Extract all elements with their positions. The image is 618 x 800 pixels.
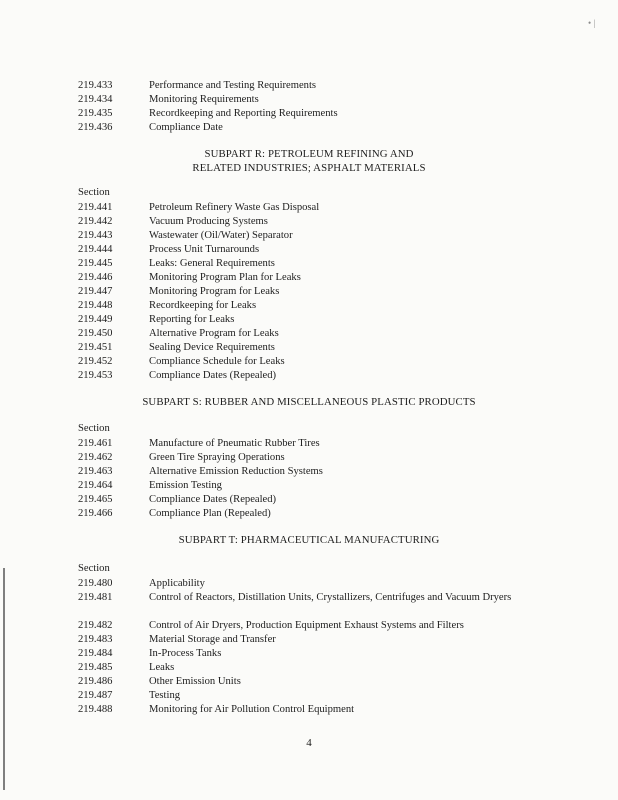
section-title: Material Storage and Transfer xyxy=(149,634,276,645)
section-number: 219.466 xyxy=(78,508,113,519)
section-title: Compliance Dates (Repealed) xyxy=(149,370,277,381)
section-title: Sealing Device Requirements xyxy=(149,342,275,353)
section-number: 219.442 xyxy=(78,216,113,227)
section-title: Leaks: General Requirements xyxy=(149,258,275,269)
section-number: 219.449 xyxy=(78,314,113,325)
section-label: Section xyxy=(78,187,110,198)
section-number: 219.435 xyxy=(78,108,113,119)
section-number: 219.486 xyxy=(78,676,113,687)
section-title: Compliance Date xyxy=(149,122,223,133)
section-title: Monitoring for Air Pollution Control Equipment xyxy=(149,704,355,715)
subpart-s-heading: SUBPART S: RUBBER AND MISCELLANEOUS PLASTIC PRODUCTS xyxy=(142,396,476,408)
subpart-r-heading-line1: SUBPART R: PETROLEUM REFINING AND xyxy=(204,148,414,160)
section-number: 219.461 xyxy=(78,438,113,449)
section-number: 219.485 xyxy=(78,662,113,673)
section-number: 219.448 xyxy=(78,300,113,311)
section-title: Emission Testing xyxy=(149,480,222,491)
section-title: Process Unit Turnarounds xyxy=(149,244,260,255)
section-number: 219.434 xyxy=(78,94,113,105)
scan-mark: • | xyxy=(588,18,596,28)
section-label: Section xyxy=(78,563,110,574)
section-title: Vacuum Producing Systems xyxy=(149,216,268,227)
section-number: 219.451 xyxy=(78,342,113,353)
section-title: Green Tire Spraying Operations xyxy=(149,452,285,463)
section-number: 219.481 xyxy=(78,592,113,603)
section-title: Reporting for Leaks xyxy=(149,314,235,325)
section-number: 219.446 xyxy=(78,272,113,283)
section-title: Applicability xyxy=(149,578,205,589)
section-title: Control of Reactors, Distillation Units, Crystallizers, Centrifuges and Vacuum Dryers xyxy=(149,592,512,603)
section-title: Alternative Emission Reduction Systems xyxy=(149,466,323,477)
section-number: 219.436 xyxy=(78,122,113,133)
section-number: 219.480 xyxy=(78,578,113,589)
section-number: 219.444 xyxy=(78,244,113,255)
scan-edge-line xyxy=(3,568,5,790)
section-label: Section xyxy=(78,423,110,434)
section-title: Monitoring Requirements xyxy=(149,94,259,105)
section-title: Compliance Plan (Repealed) xyxy=(149,508,271,519)
section-number: 219.443 xyxy=(78,230,113,241)
section-title: In-Process Tanks xyxy=(149,648,222,659)
section-number: 219.487 xyxy=(78,690,113,701)
section-number: 219.463 xyxy=(78,466,113,477)
section-number: 219.447 xyxy=(78,286,113,297)
section-number: 219.462 xyxy=(78,452,113,463)
section-number: 219.441 xyxy=(78,202,113,213)
section-number: 219.465 xyxy=(78,494,113,505)
section-title: Recordkeeping for Leaks xyxy=(149,300,257,311)
section-number: 219.453 xyxy=(78,370,113,381)
section-title: Monitoring Program Plan for Leaks xyxy=(149,272,301,283)
section-title: Testing xyxy=(149,690,181,701)
section-title: Compliance Dates (Repealed) xyxy=(149,494,277,505)
section-title: Alternative Program for Leaks xyxy=(149,328,279,339)
section-title: Other Emission Units xyxy=(149,676,241,687)
section-number: 219.484 xyxy=(78,648,113,659)
section-title: Compliance Schedule for Leaks xyxy=(149,356,285,367)
section-title: Petroleum Refinery Waste Gas Disposal xyxy=(149,202,320,213)
section-number: 219.445 xyxy=(78,258,113,269)
section-title: Manufacture of Pneumatic Rubber Tires xyxy=(149,438,320,449)
section-number: 219.433 xyxy=(78,80,113,91)
section-number: 219.482 xyxy=(78,620,113,631)
section-title: Monitoring Program for Leaks xyxy=(149,286,280,297)
section-title: Wastewater (Oil/Water) Separator xyxy=(149,230,293,241)
subpart-r-heading-line2: RELATED INDUSTRIES; ASPHALT MATERIALS xyxy=(192,162,426,174)
section-number: 219.488 xyxy=(78,704,113,715)
subpart-t-heading: SUBPART T: PHARMACEUTICAL MANUFACTURING xyxy=(178,534,440,546)
section-number: 219.464 xyxy=(78,480,113,491)
section-title: Performance and Testing Requirements xyxy=(149,80,317,91)
section-title: Leaks xyxy=(149,662,175,673)
section-title: Recordkeeping and Reporting Requirements xyxy=(149,108,338,119)
section-number: 219.450 xyxy=(78,328,113,339)
page-number: 4 xyxy=(306,737,312,749)
section-number: 219.483 xyxy=(78,634,113,645)
section-title: Control of Air Dryers, Production Equipment Exhaust Systems and Filters xyxy=(149,620,464,631)
section-number: 219.452 xyxy=(78,356,113,367)
